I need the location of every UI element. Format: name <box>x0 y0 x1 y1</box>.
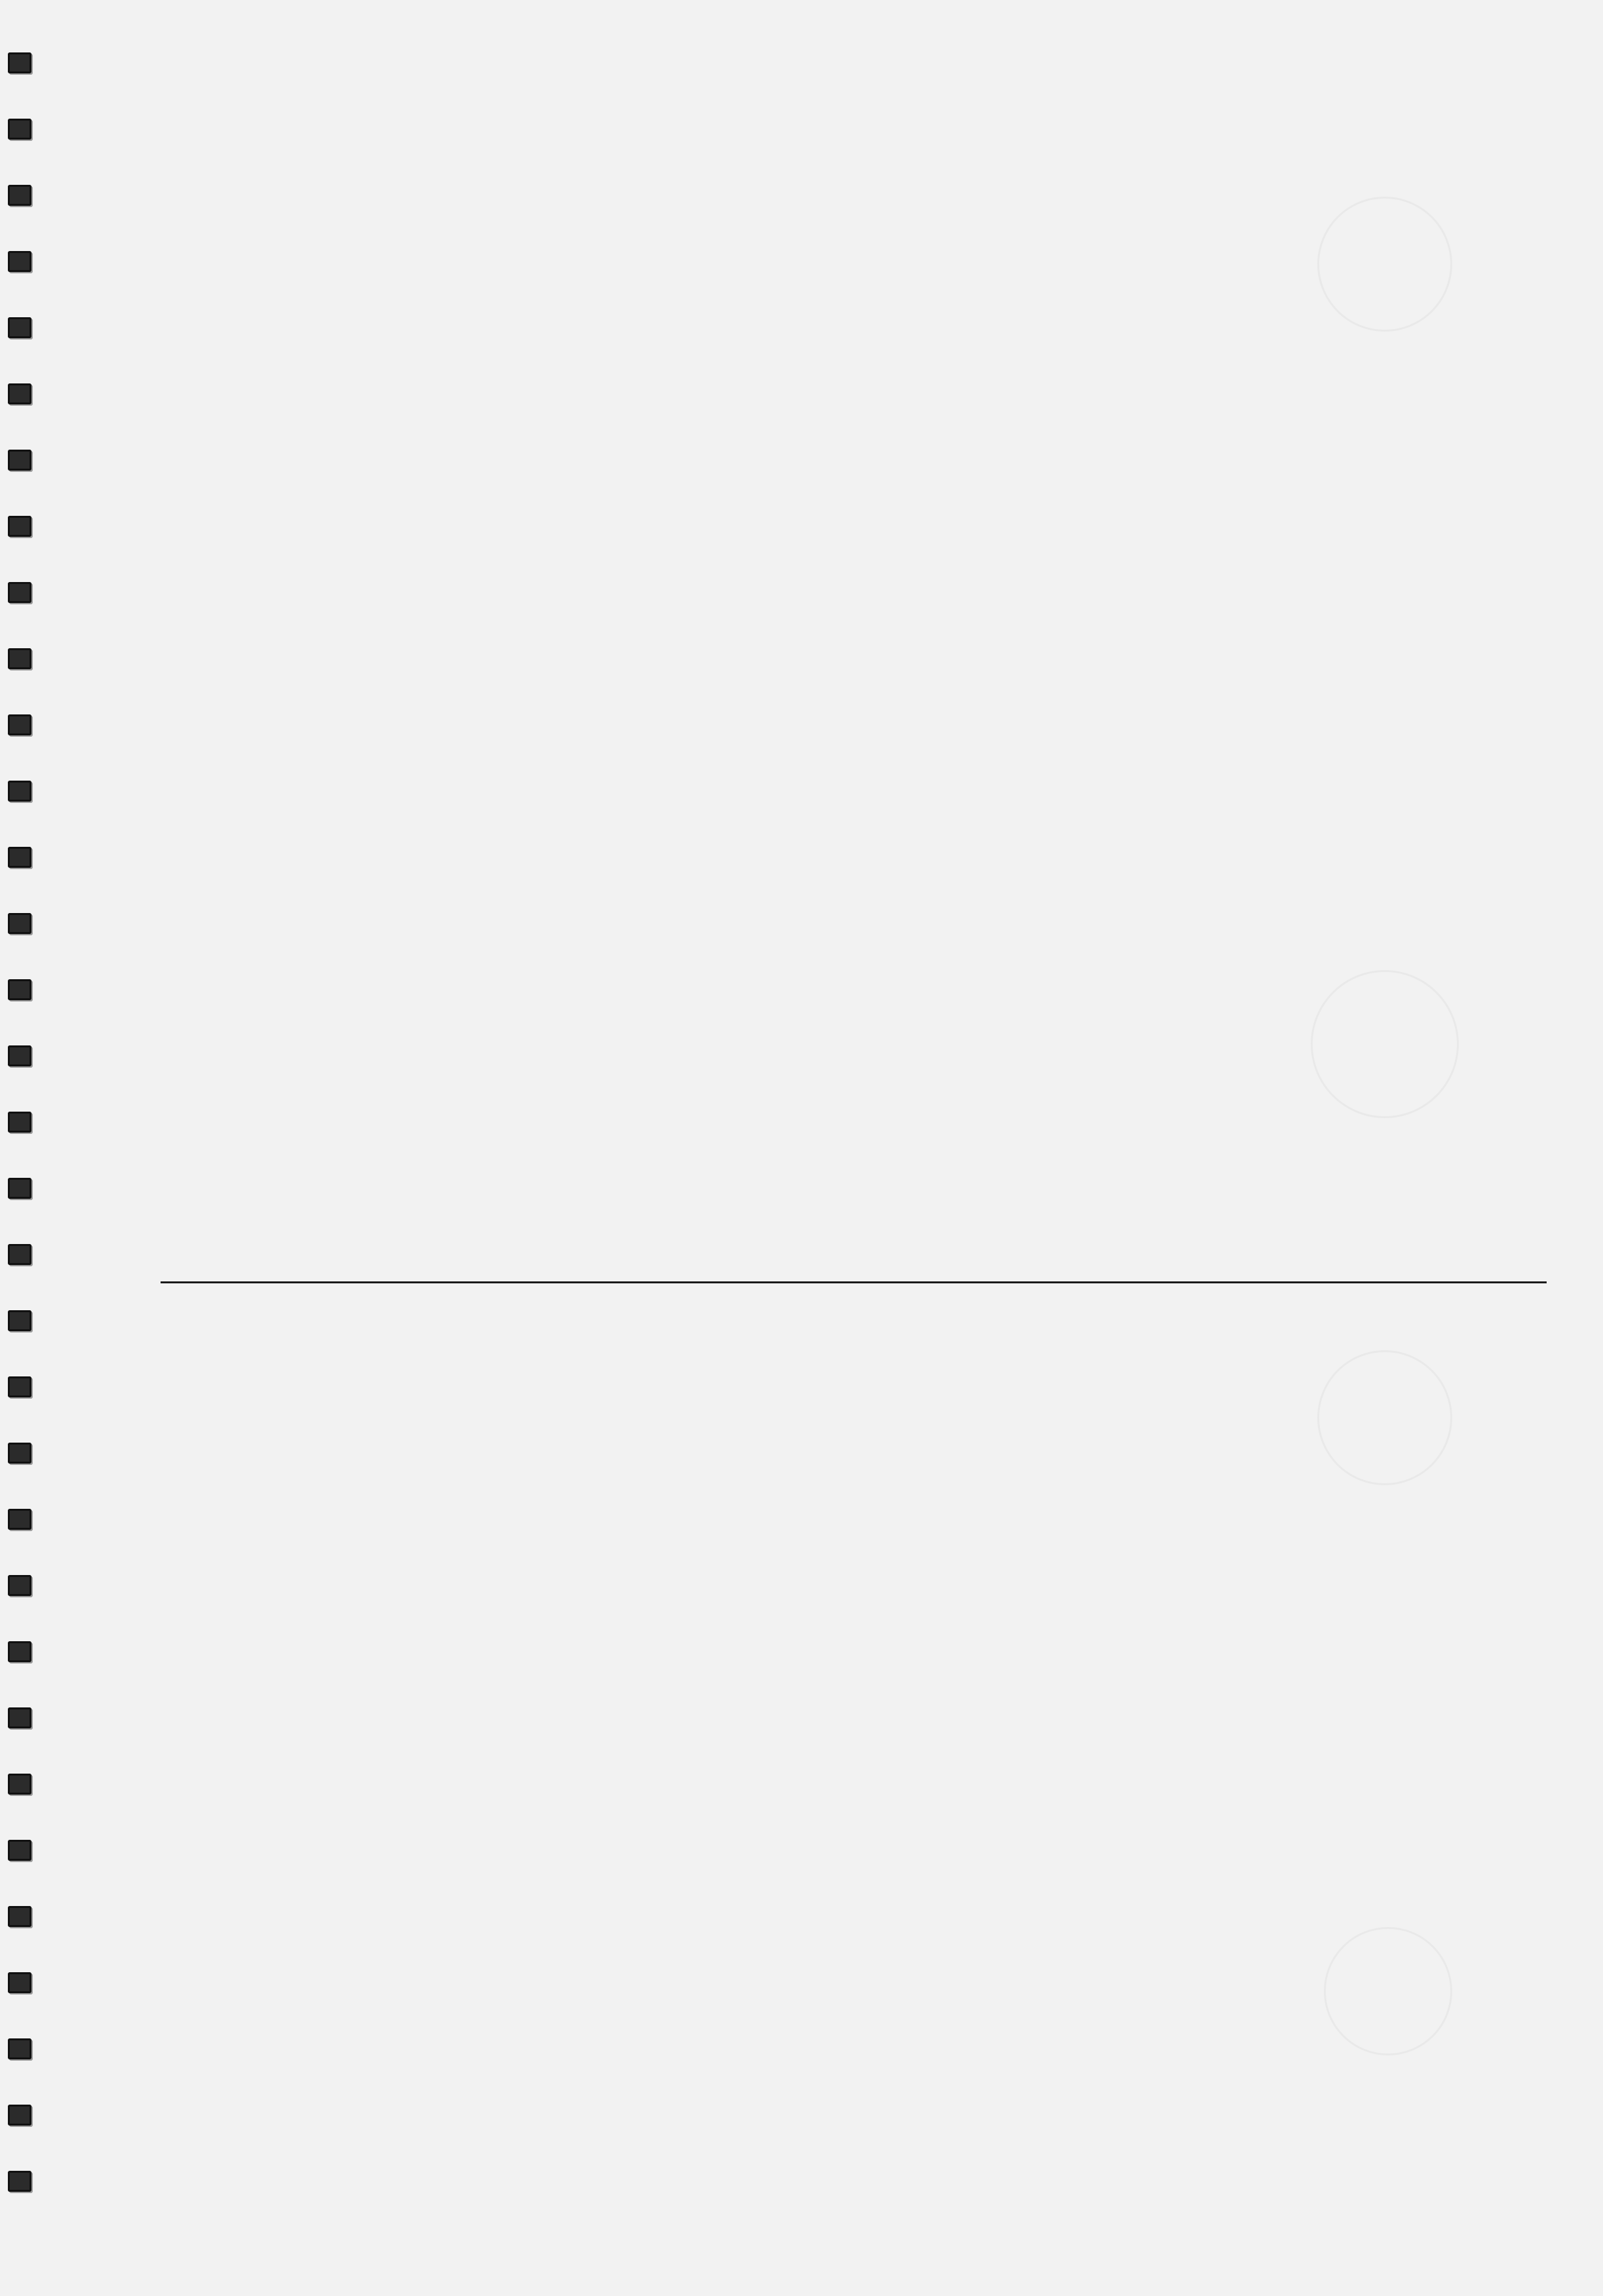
binding-hole <box>8 913 31 934</box>
binding-hole <box>8 648 31 669</box>
binding-hole <box>8 1641 31 1662</box>
binding-hole <box>8 1509 31 1530</box>
binding-hole <box>8 1840 31 1861</box>
binding-hole <box>8 1906 31 1927</box>
binding-hole <box>8 1376 31 1397</box>
show-through-mark <box>1317 1350 1452 1485</box>
binding-hole <box>8 1972 31 1993</box>
binding-hole <box>8 1774 31 1795</box>
binding-hole <box>8 2038 31 2059</box>
binding-hole <box>8 1112 31 1133</box>
binding-hole <box>8 317 31 338</box>
binding-hole <box>8 847 31 868</box>
binding-hole <box>8 251 31 272</box>
binding-hole <box>8 979 31 1000</box>
binding-hole <box>8 2171 31 2192</box>
binding-hole <box>8 2105 31 2126</box>
binding-hole <box>8 1045 31 1066</box>
show-through-mark <box>1311 970 1459 1118</box>
show-through-mark <box>1317 197 1452 332</box>
binding-hole <box>8 1443 31 1464</box>
binding-hole <box>8 582 31 603</box>
spiral-binding <box>8 52 34 2215</box>
binding-hole <box>8 383 31 404</box>
binding-hole <box>8 450 31 471</box>
binding-hole <box>8 1178 31 1199</box>
binding-hole <box>8 185 31 206</box>
binding-hole <box>8 1244 31 1265</box>
show-through-mark <box>1324 1927 1452 2055</box>
binding-hole <box>8 1707 31 1728</box>
binding-hole <box>8 119 31 140</box>
binding-hole <box>8 714 31 735</box>
binding-hole <box>8 52 31 73</box>
binding-hole <box>8 1575 31 1596</box>
binding-hole <box>8 516 31 537</box>
binding-hole <box>8 1310 31 1331</box>
binding-hole <box>8 781 31 802</box>
header-divider <box>161 1281 1547 1283</box>
